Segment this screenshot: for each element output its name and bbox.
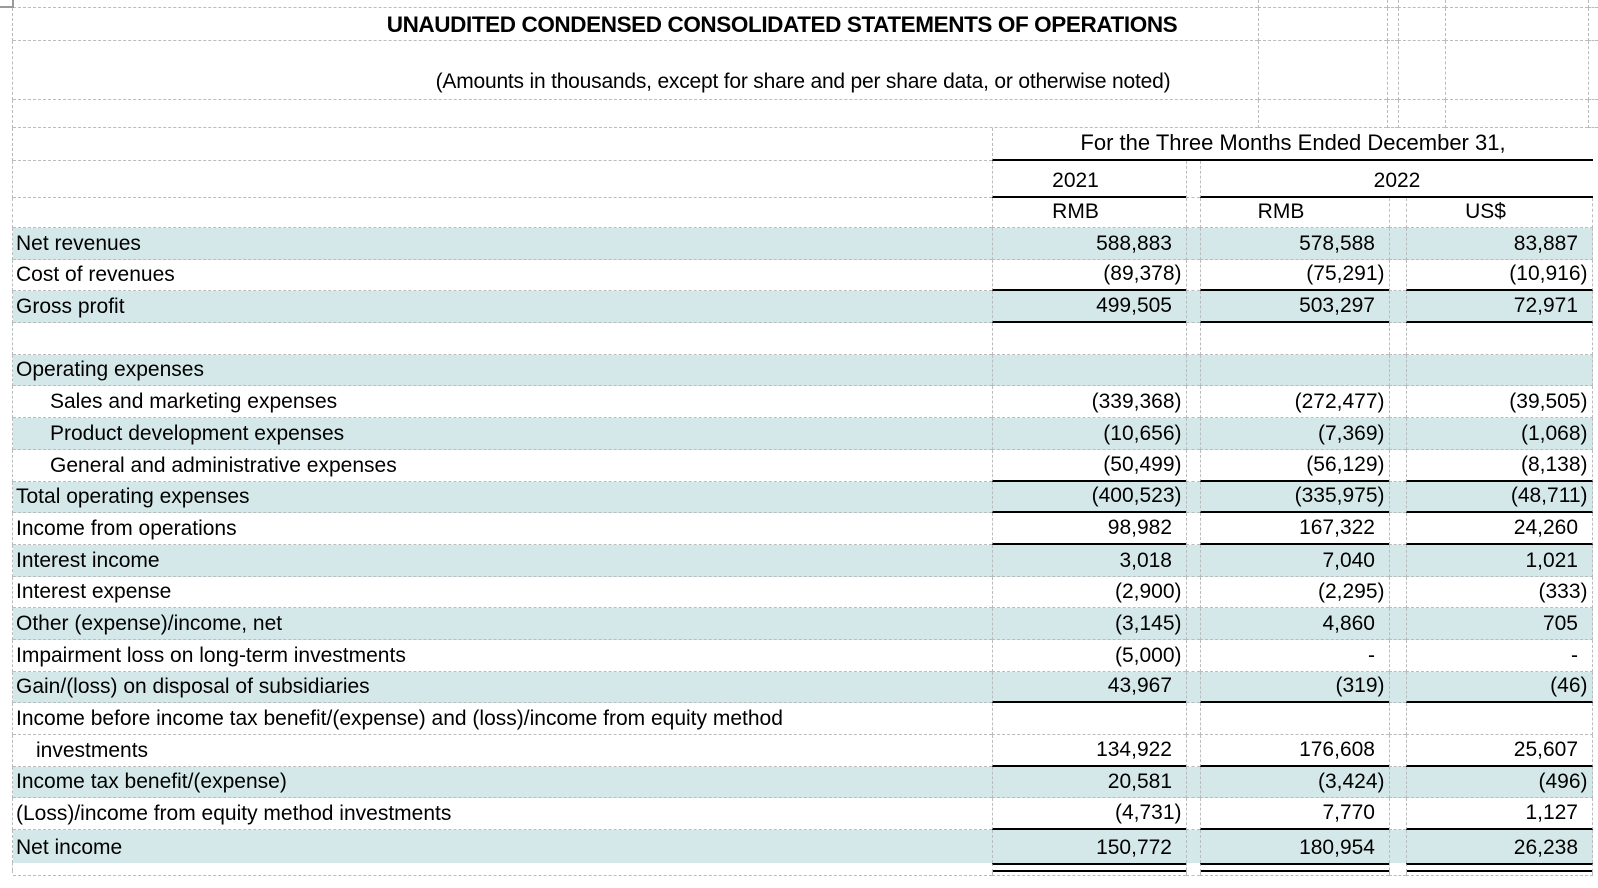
value-cell: 167,322: [1200, 513, 1389, 545]
value-cell: (2,295): [1200, 577, 1389, 609]
row-end: [1593, 228, 1598, 260]
value-cell: 499,505: [992, 291, 1186, 323]
currency-header: RMB: [992, 198, 1186, 228]
row-end: [1593, 513, 1598, 545]
table-row: [0, 355, 1598, 387]
value-cell: (5,000): [992, 640, 1186, 672]
spacer-row: [0, 0, 1598, 8]
row-label: Product development expenses: [13, 418, 992, 450]
row-label: Total operating expenses: [13, 482, 992, 514]
value-cell: -: [1406, 640, 1593, 672]
table-row: [0, 703, 1598, 735]
row-end: [1593, 640, 1598, 672]
row-stub: [0, 767, 13, 799]
row-label: [13, 323, 992, 355]
row-end: [1593, 545, 1598, 577]
gutter-cell: [1389, 735, 1406, 767]
year-2021: 2021: [992, 161, 1186, 198]
value-cell: [992, 323, 1186, 355]
table-row: [0, 608, 1598, 640]
row-stub: [0, 228, 13, 260]
table-row: [0, 386, 1598, 418]
row-stub: [0, 513, 13, 545]
gutter-cell: [1389, 355, 1406, 387]
table-row: [0, 418, 1598, 450]
value-cell: 72,971: [1406, 291, 1593, 323]
gutter-cell: [1186, 482, 1200, 514]
row-stub: [0, 577, 13, 609]
value-cell: [1406, 703, 1593, 735]
gutter-cell: [1389, 640, 1406, 672]
table-row: [0, 830, 1598, 863]
statement-title: UNAUDITED CONDENSED CONSOLIDATED STATEMENTS OF OPERATIONS: [386, 12, 1178, 37]
row-end: [1593, 260, 1598, 292]
row-stub: [0, 735, 13, 767]
row-end: [1593, 418, 1598, 450]
statement-subtitle: (Amounts in thousands, except for share and per share data, or otherwise noted): [435, 70, 1171, 93]
table-row: [0, 672, 1598, 704]
gutter-cell: [1186, 798, 1200, 830]
value-cell: (7,369): [1200, 418, 1389, 450]
gutter-cell: [1389, 545, 1406, 577]
row-stub: [0, 798, 13, 830]
year-2022: 2022: [1200, 161, 1593, 198]
gutter-cell: [1186, 198, 1200, 228]
row-label: Sales and marketing expenses: [13, 386, 992, 418]
gutter-cell: [1186, 608, 1200, 640]
value-cell: (4,731): [992, 798, 1186, 830]
value-cell: 578,588: [1200, 228, 1389, 260]
value-cell: 83,887: [1406, 228, 1593, 260]
value-cell: 7,770: [1200, 798, 1389, 830]
table-row: [0, 545, 1598, 577]
value-cell: (496): [1406, 767, 1593, 799]
row-stub: [0, 323, 13, 355]
gutter-cell: [1389, 482, 1406, 514]
value-cell: (56,129): [1200, 450, 1389, 482]
gutter-cell: [1389, 513, 1406, 545]
table-row: [0, 767, 1598, 799]
row-label: Income from operations: [13, 513, 992, 545]
row-end: [1593, 355, 1598, 387]
gutter-cell: [1389, 291, 1406, 323]
corner-mark-vertical: [12, 0, 14, 8]
row-end: [1593, 703, 1598, 735]
row-end: [1593, 767, 1598, 799]
value-cell: (333): [1406, 577, 1593, 609]
row-stub: [0, 418, 13, 450]
row-end: [1593, 577, 1598, 609]
table-row: [0, 735, 1598, 767]
value-cell: -: [1200, 640, 1389, 672]
gutter-cell: [1186, 830, 1200, 863]
gutter-cell: [1186, 291, 1200, 323]
gutter-cell: [1186, 418, 1200, 450]
value-cell: 176,608: [1200, 735, 1389, 767]
row-label: General and administrative expenses: [13, 450, 992, 482]
table-row: [0, 640, 1598, 672]
gutter-cell: [1186, 703, 1200, 735]
gutter-cell: [1186, 450, 1200, 482]
row-label: Cost of revenues: [13, 260, 992, 292]
value-cell: (10,916): [1406, 260, 1593, 292]
table-row: [0, 482, 1598, 514]
row-end: [1593, 450, 1598, 482]
gutter-cell: [1389, 450, 1406, 482]
row-label: Gross profit: [13, 291, 992, 323]
row-label: investments: [13, 735, 992, 767]
table-row: [0, 798, 1598, 830]
row-end: [1593, 798, 1598, 830]
row-stub: [0, 830, 13, 863]
value-cell: 150,772: [992, 830, 1186, 863]
row-label: Operating expenses: [13, 355, 992, 387]
row-label: (Loss)/income from equity method investments: [13, 798, 992, 830]
value-cell: 4,860: [1200, 608, 1389, 640]
gutter-cell: [1389, 830, 1406, 863]
bottom-strip-row: [0, 870, 1598, 873]
row-stub: [0, 355, 13, 387]
gutter-cell: [1389, 386, 1406, 418]
row-label: Other (expense)/income, net: [13, 608, 992, 640]
value-cell: [1406, 323, 1593, 355]
value-cell: (3,424): [1200, 767, 1389, 799]
table-row: [0, 450, 1598, 482]
gutter-cell: [1186, 545, 1200, 577]
row-stub: [0, 291, 13, 323]
value-cell: (89,378): [992, 260, 1186, 292]
value-cell: (3,145): [992, 608, 1186, 640]
row-label: Interest income: [13, 545, 992, 577]
value-cell: (1,068): [1406, 418, 1593, 450]
row-end: [1593, 386, 1598, 418]
year-header-row: [0, 161, 1598, 198]
gutter-cell: [1186, 672, 1200, 704]
gutter-cell: [1389, 198, 1406, 228]
row-end: [1593, 323, 1598, 355]
gutter-cell: [1186, 386, 1200, 418]
gutter-cell: [1389, 767, 1406, 799]
row-end: [1593, 830, 1598, 863]
currency-header: US$: [1406, 198, 1593, 228]
row-label: Net revenues: [13, 228, 992, 260]
period-header: For the Three Months Ended December 31,: [992, 128, 1593, 161]
statement-body: [0, 228, 1598, 863]
value-cell: 20,581: [992, 767, 1186, 799]
value-cell: (48,711): [1406, 482, 1593, 514]
value-cell: 705: [1406, 608, 1593, 640]
subtitle-cell: [13, 41, 1258, 100]
row-end: [1593, 482, 1598, 514]
row-stub: [0, 640, 13, 672]
row-label: Net income: [13, 830, 992, 863]
spacer-row: [0, 100, 1598, 128]
gutter-cell: [1389, 798, 1406, 830]
table-row: [0, 577, 1598, 609]
value-cell: (39,505): [1406, 386, 1593, 418]
value-cell: [1200, 355, 1389, 387]
currency-header-row: [0, 198, 1598, 228]
value-cell: (8,138): [1406, 450, 1593, 482]
gutter-cell: [1186, 228, 1200, 260]
value-cell: 1,127: [1406, 798, 1593, 830]
gutter-cell: [1186, 355, 1200, 387]
value-cell: 3,018: [992, 545, 1186, 577]
gutter-cell: [1389, 323, 1406, 355]
value-cell: 180,954: [1200, 830, 1389, 863]
value-cell: 1,021: [1406, 545, 1593, 577]
row-label: Income before income tax benefit/(expense) and (loss)/income from equity method: [13, 703, 992, 735]
gutter-cell: [1389, 418, 1406, 450]
row-end: [1593, 672, 1598, 704]
value-cell: (335,975): [1200, 482, 1389, 514]
row-stub: [0, 672, 13, 704]
value-cell: [992, 355, 1186, 387]
value-cell: (50,499): [992, 450, 1186, 482]
value-cell: [1200, 703, 1389, 735]
row-stub: [0, 608, 13, 640]
value-cell: 7,040: [1200, 545, 1389, 577]
value-cell: [1406, 355, 1593, 387]
table-row: [0, 513, 1598, 545]
gutter-cell: [1186, 735, 1200, 767]
table-row: [0, 228, 1598, 260]
gutter-cell: [1186, 640, 1200, 672]
title-cell: [13, 8, 1258, 41]
value-cell: 43,967: [992, 672, 1186, 704]
gutter-cell: [1389, 672, 1406, 704]
value-cell: (272,477): [1200, 386, 1389, 418]
subtitle-row: [0, 41, 1598, 100]
value-cell: [1200, 323, 1389, 355]
row-end: [1593, 608, 1598, 640]
gutter-cell: [1186, 260, 1200, 292]
value-cell: 25,607: [1406, 735, 1593, 767]
value-cell: 26,238: [1406, 830, 1593, 863]
table-row: [0, 323, 1598, 355]
value-cell: (75,291): [1200, 260, 1389, 292]
row-end: [1593, 735, 1598, 767]
gutter-cell: [1389, 228, 1406, 260]
row-stub: [0, 260, 13, 292]
gutter-cell: [1186, 323, 1200, 355]
row-label: Gain/(loss) on disposal of subsidiaries: [13, 672, 992, 704]
value-cell: (339,368): [992, 386, 1186, 418]
row-stub: [0, 482, 13, 514]
row-stub: [0, 545, 13, 577]
row-stub: [0, 386, 13, 418]
title-row: [0, 8, 1598, 41]
table-row: [0, 260, 1598, 292]
value-cell: (319): [1200, 672, 1389, 704]
row-end: [1593, 291, 1598, 323]
gutter-cell: [1186, 161, 1200, 198]
row-label: Impairment loss on long-term investments: [13, 640, 992, 672]
value-cell: 503,297: [1200, 291, 1389, 323]
gutter-cell: [1186, 513, 1200, 545]
value-cell: 134,922: [992, 735, 1186, 767]
value-cell: 98,982: [992, 513, 1186, 545]
gutter-cell: [1389, 260, 1406, 292]
value-cell: (46): [1406, 672, 1593, 704]
gutter-cell: [1186, 767, 1200, 799]
table-row: [0, 291, 1598, 323]
net-income-double-rule-row: [0, 863, 1598, 870]
value-cell: [992, 703, 1186, 735]
value-cell: (400,523): [992, 482, 1186, 514]
gutter-cell: [1389, 577, 1406, 609]
value-cell: (10,656): [992, 418, 1186, 450]
value-cell: 588,883: [992, 228, 1186, 260]
gutter-cell: [1389, 703, 1406, 735]
row-label: Interest expense: [13, 577, 992, 609]
row-stub: [0, 450, 13, 482]
gutter-cell: [1186, 577, 1200, 609]
value-cell: (2,900): [992, 577, 1186, 609]
period-header-row: [0, 128, 1598, 161]
row-stub: [0, 703, 13, 735]
gutter-cell: [1389, 608, 1406, 640]
value-cell: 24,260: [1406, 513, 1593, 545]
row-label: Income tax benefit/(expense): [13, 767, 992, 799]
currency-header: RMB: [1200, 198, 1389, 228]
